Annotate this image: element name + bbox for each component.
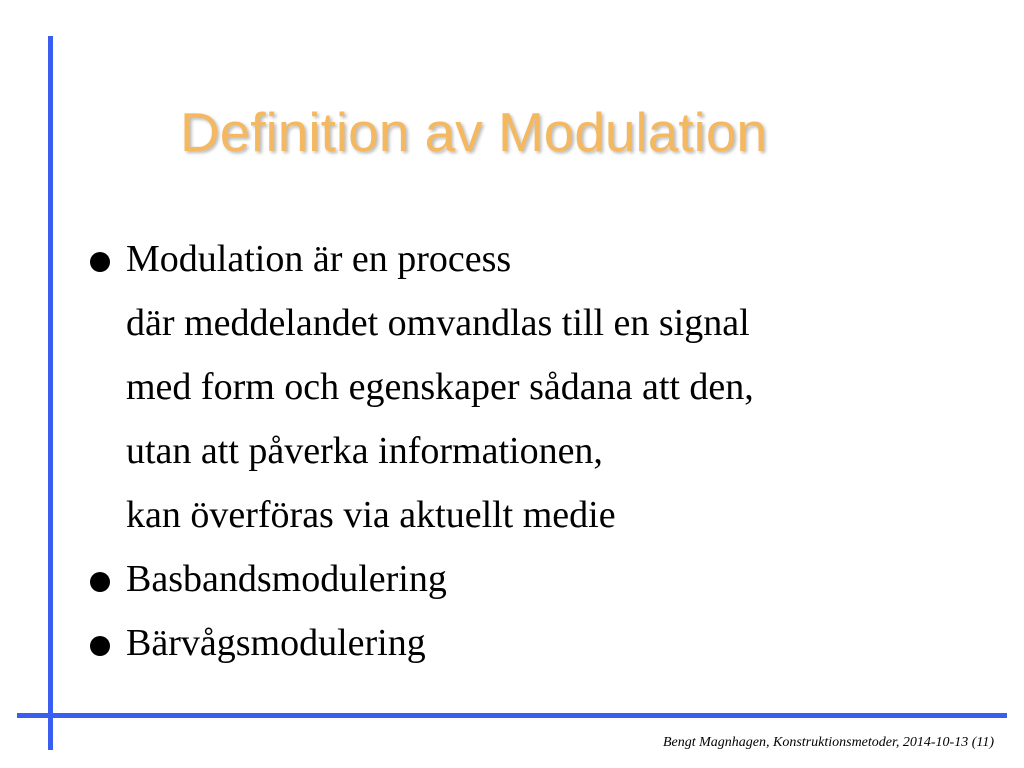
bullet-dot-icon [90,636,110,656]
vertical-accent-line [48,36,53,750]
bullet-item [88,234,754,554]
bullet-item [88,618,754,682]
bullet-line: Basbandsmodulering [126,558,447,600]
bullet-line: Bärvågsmodulering [126,622,426,664]
horizontal-accent-line [17,713,1007,718]
bullet-dot-icon [90,252,110,272]
bullet-list [88,234,754,682]
slide-footer: Bengt Magnhagen, Konstruktionsmetoder, 2014-10-13 (11) [662,735,994,750]
bullet-line: utan att påverka informationen, [126,430,603,472]
bullet-item [88,554,754,618]
bullet-line: kan överföras via aktuellt medie [126,494,616,536]
bullet-dot-icon [90,572,110,592]
bullet-line: med form och egenskaper sådana att den, [126,366,754,408]
bullet-line: där meddelandet omvandlas till en signal [126,302,750,344]
slide-title: Definition av Modulation [180,101,768,163]
bullet-line: Modulation är en process [126,238,512,280]
